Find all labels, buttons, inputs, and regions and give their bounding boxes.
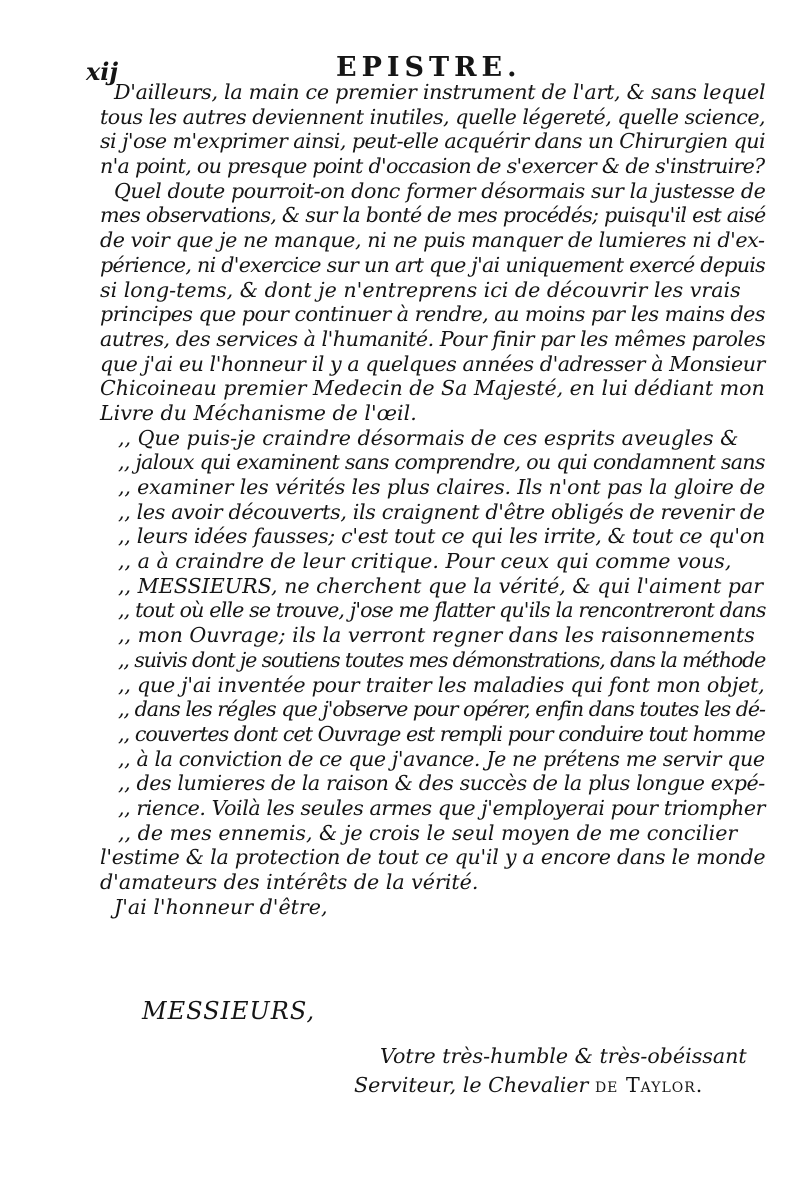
quote-line: ,, suivis dont je soutiens toutes mes démonstrations, dans la méthode [118, 647, 766, 672]
quote-line: ,, les avoir découverts, ils craignent d'être obligés de revenir de [118, 499, 765, 524]
text-line: D'ailleurs, la main ce premier instrument de l'art, & sans lequel [114, 80, 766, 104]
running-head: EPISTRE. [336, 52, 522, 83]
quote-line: ,, des lumieres de la raison & des succès de la plus longue expé- [118, 771, 765, 796]
body-text [100, 80, 765, 919]
closing-signature [354, 1042, 747, 1100]
text-line: périence, ni d'exercice sur un art que j'ai uniquement exercé depuis [100, 252, 766, 277]
text-line: l'estime & la protection de tout ce qu'il y a encore dans le monde [100, 845, 766, 870]
quote-line: ,, mon Ouvrage; ils la verront regner dans les raisonnements [118, 623, 755, 648]
quote-line: ,, dans les régles que j'observe pour opérer, enfin dans toutes les dé- [118, 697, 765, 722]
text-line: tous les autres deviennent inutiles, quelle légereté, quelle science, [100, 104, 766, 129]
text-line: que j'ai eu l'honneur il y a quelques années d'adresser à Monsieur [100, 351, 765, 376]
author-name: de Taylor. [594, 1073, 704, 1097]
text-line: si long-tems, & dont je n'entreprens ici de découvrir les vrais [100, 277, 741, 302]
quote-line: ,, jaloux qui examinent sans comprendre, ou qui condamnent sans [118, 450, 765, 475]
quote-line: ,, leurs idées fausses; c'est tout ce qui les irrite, & tout ce qu'on [118, 524, 765, 549]
text-line: n'a point, ou presque point d'occasion de s'exercer & de s'instruire? [100, 154, 765, 179]
text-line: autres, des services à l'humanité. Pour finir par les mêmes paroles [100, 326, 766, 351]
text-line: si j'ose m'exprimer ainsi, peut-elle acquérir dans un Chirurgien qui [100, 129, 766, 154]
quote-line: ,, tout où elle se trouve, j'ose me flatter qu'ils la rencontreront dans [118, 598, 766, 623]
quote-line: ,, Que puis-je craindre désormais de ces esprits aveugles & [118, 425, 739, 450]
text-line: Quel doute pourroit-on donc former désormais sur la justesse de [114, 178, 766, 203]
quote-line: ,, que j'ai inventée pour traiter les maladies qui font mon objet, [118, 672, 765, 697]
closing-line [354, 1071, 747, 1100]
salutation: MESSIEURS, [142, 997, 316, 1025]
text-line: de voir que je ne manque, ni ne puis manquer de lumieres ni d'ex- [100, 228, 765, 253]
quote-line: ,, examiner les vérités les plus claires. Ils n'ont pas la gloire de [118, 475, 766, 499]
closing-prefix: Serviteur, le Chevalier [354, 1073, 595, 1097]
text-line: principes que pour continuer à rendre, au moins par les mains des [100, 302, 765, 327]
quote-line: ,, de mes ennemis, & je crois le seul moyen de me concilier [118, 820, 738, 845]
quote-line: ,, MESSIEURS, ne cherchent que la vérité, & qui l'aiment par [118, 573, 764, 598]
text-line: mes observations, & sur la bonté de mes procédés; puisqu'il est aisé [100, 203, 766, 228]
text-line: Chicoineau premier Medecin de Sa Majesté, en lui dédiant mon [100, 376, 765, 401]
page-number: xij [86, 57, 119, 86]
quote-line: ,, a à craindre de leur critique. Pour ceux qui comme vous, [118, 549, 732, 574]
text-line: d'amateurs des intérêts de la vérité. [100, 870, 479, 894]
quote-line: ,, à la conviction de ce que j'avance. Je ne prétens me servir que [118, 746, 765, 771]
quote-line: ,, rience. Voilà les seules armes que j'employerai pour triompher [118, 795, 765, 820]
text-line: Livre du Méchanisme de l'œil. [100, 400, 417, 425]
text-line: J'ai l'honneur d'être, [114, 894, 328, 919]
quote-line: ,, couvertes dont cet Ouvrage est rempli pour conduire tout homme [118, 721, 765, 746]
closing-line: Votre très-humble & très-obéissant [380, 1044, 747, 1068]
